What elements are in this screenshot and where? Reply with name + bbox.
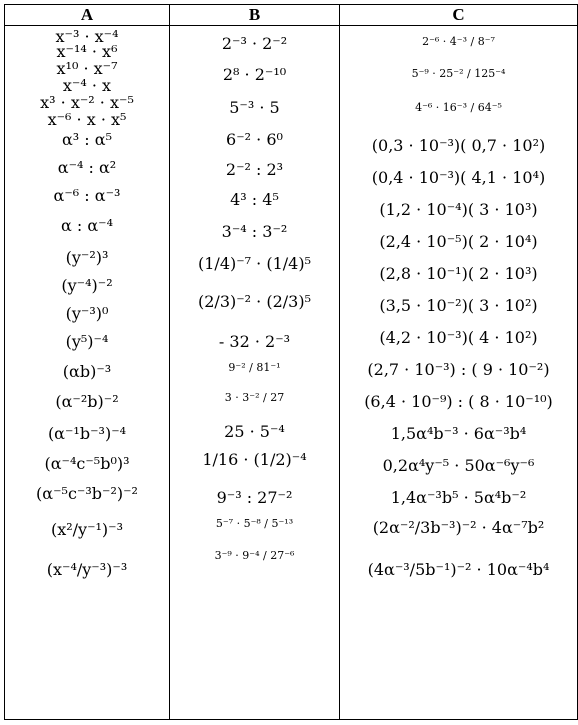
expression-a: α⁻⁴ : α²	[57, 158, 117, 177]
expression-b: 2⁸ · 2⁻¹⁰	[222, 65, 287, 84]
header-row	[5, 5, 578, 26]
expression-c: (0,3 · 10⁻³)( 0,7 · 10²)	[371, 136, 546, 155]
expression-b: 6⁻² · 6⁰	[226, 130, 283, 149]
expression-b: 3 · 3⁻² / 27	[224, 391, 285, 404]
expression-c: 0,2α⁴y⁻⁵ · 50α⁻⁶y⁻⁶	[382, 456, 535, 475]
expression-c: 5⁻⁹ · 25⁻² / 125⁻⁴	[411, 67, 506, 80]
expression-a: (y⁻⁴)⁻²	[61, 276, 113, 295]
expression-a: α³ : α⁵	[62, 130, 112, 149]
expression-a: α : α⁻⁴	[60, 216, 114, 235]
expression-c: (1,2 · 10⁻⁴)( 3 · 10³)	[379, 200, 538, 219]
expression-a: (y⁵)⁻⁴	[65, 332, 109, 351]
expression-a: x⁻⁴ · x	[62, 76, 112, 95]
expression-a: (y⁻³)⁰	[65, 304, 109, 323]
expression-c: (6,4 · 10⁻⁹) : ( 8 · 10⁻¹⁰)	[364, 392, 553, 411]
expression-a: (α⁻⁴c⁻⁵b⁰)³	[44, 454, 130, 473]
expression-a: (x²/y⁻¹)⁻³	[50, 520, 124, 539]
expression-a: x⁻³ · x⁻⁴	[55, 27, 119, 46]
expression-a: x⁻¹⁴ · x⁶	[56, 42, 118, 61]
expression-a: (α⁻²b)⁻²	[55, 392, 119, 411]
column-a-cell	[5, 26, 170, 720]
expression-b: (1/4)⁻⁷ · (1/4)⁵	[198, 254, 311, 273]
exercise-table	[4, 4, 578, 720]
expression-b: 25 · 5⁻⁴	[224, 422, 285, 441]
expression-b: 9⁻² / 81⁻¹	[228, 361, 281, 374]
expression-a: x³ · x⁻² · x⁻⁵	[40, 93, 134, 112]
expression-c: (2,8 · 10⁻¹)( 2 · 10³)	[379, 264, 538, 283]
expression-a: (α⁻¹b⁻³)⁻⁴	[47, 424, 127, 443]
expression-c: 2⁻⁶ · 4⁻³ / 8⁻⁷	[422, 35, 495, 48]
column-header-a: A	[5, 5, 170, 26]
expression-a: α⁻⁶ : α⁻³	[53, 186, 121, 205]
column-b-cell	[170, 26, 340, 720]
expression-b: 3⁻⁹ · 9⁻⁴ / 27⁻⁶	[214, 549, 295, 562]
expression-c: (2,7 · 10⁻³) : ( 9 · 10⁻²)	[367, 360, 550, 379]
expression-c: 1,4α⁻³b⁵ · 5α⁴b⁻²	[390, 488, 527, 507]
expression-c: (0,4 · 10⁻³)( 4,1 · 10⁴)	[371, 168, 546, 187]
expression-b: 1/16 · (1/2)⁻⁴	[202, 450, 307, 469]
expression-b: 5⁻⁷ · 5⁻⁸ / 5⁻¹³	[215, 517, 294, 530]
column-header-c: C	[340, 5, 578, 26]
expression-b: 2⁻² : 2³	[225, 160, 284, 179]
column-c-cell	[340, 26, 578, 720]
column-header-b: B	[170, 5, 340, 26]
expression-a: (α⁻⁵c⁻³b⁻²)⁻²	[36, 484, 138, 503]
expression-a: x⁻⁶ · x · x⁵	[47, 110, 127, 129]
expression-b: 3⁻⁴ : 3⁻²	[221, 222, 288, 241]
expression-c: (4,2 · 10⁻³)( 4 · 10²)	[379, 328, 538, 347]
expression-c: (4α⁻³/5b⁻¹)⁻² · 10α⁻⁴b⁴	[367, 560, 550, 579]
expression-b: 9⁻³ : 27⁻²	[216, 488, 293, 507]
expression-a: (x⁻⁴/y⁻³)⁻³	[46, 560, 128, 579]
expression-c: (2,4 · 10⁻⁵)( 2 · 10⁴)	[379, 232, 538, 251]
expression-b: (2/3)⁻² · (2/3)⁵	[198, 292, 311, 311]
expression-a: (αb)⁻³	[62, 362, 112, 381]
expression-c: 1,5α⁴b⁻³ · 6α⁻³b⁴	[390, 424, 527, 443]
expression-a: (y⁻²)³	[65, 248, 109, 267]
expression-b: 4³ : 4⁵	[230, 190, 279, 209]
expression-c: (2α⁻²/3b⁻³)⁻² · 4α⁻⁷b²	[372, 518, 545, 537]
expression-c: (3,5 · 10⁻²)( 3 · 10²)	[379, 296, 538, 315]
expression-b: 5⁻³ · 5	[229, 98, 280, 117]
expression-b: - 32 · 2⁻³	[218, 332, 291, 351]
exercise-row	[5, 26, 578, 720]
expression-a: x¹⁰ · x⁻⁷	[56, 59, 118, 78]
expression-c: 4⁻⁶ · 16⁻³ / 64⁻⁵	[415, 101, 502, 114]
expression-b: 2⁻³ · 2⁻²	[221, 34, 288, 53]
